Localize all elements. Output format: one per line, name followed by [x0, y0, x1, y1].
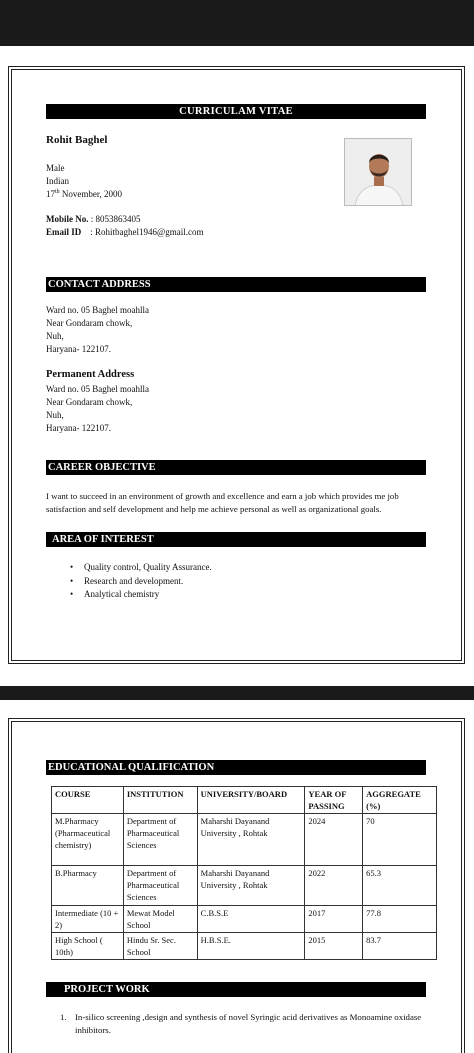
mobile-line: [46, 213, 141, 226]
column-header: COURSE: [52, 787, 124, 814]
page-separator-band: [0, 686, 474, 700]
profile-photo: [344, 138, 412, 206]
permanent-line: Near Gondaram chowk,: [46, 397, 133, 407]
gender: Male: [46, 163, 65, 173]
table-cell: 2022: [305, 866, 363, 906]
list-item: [60, 1011, 430, 1036]
table-header-row: [52, 787, 437, 814]
table-row: [52, 933, 437, 960]
person-photo-icon: [345, 139, 412, 206]
table-cell: 70: [363, 814, 437, 866]
date-of-birth: 17th November, 2000: [46, 189, 123, 199]
table-cell: Department of Pharmaceutical Sciences: [123, 814, 197, 866]
area-of-interest-heading: AREA OF INTEREST: [46, 532, 426, 547]
table-cell: Mewat Model School: [123, 906, 197, 933]
email-line: [46, 226, 204, 239]
candidate-name: Rohit Baghel: [46, 134, 108, 146]
permanent-address-heading: Permanent Address: [46, 369, 135, 380]
table-cell: Maharshi Dayanand University , Rohtak: [197, 866, 305, 906]
career-objective-heading: CAREER OBJECTIVE: [46, 460, 426, 475]
permanent-line: Ward no. 05 Baghel moahlla: [46, 384, 149, 394]
contact-address-heading: CONTACT ADDRESS: [46, 277, 426, 292]
contact-line: Near Gondaram chowk,: [46, 318, 133, 328]
table-cell: 2015: [305, 933, 363, 960]
contact-line: Nuh,: [46, 331, 64, 341]
educational-qualification-heading: EDUCATIONAL QUALIFICATION: [46, 760, 426, 775]
column-header: INSTITUTION: [123, 787, 197, 814]
table-cell: C.B.S.E: [197, 906, 305, 933]
list-item: • Research and development.: [70, 575, 212, 589]
table-cell: 2017: [305, 906, 363, 933]
table-cell: H.B.S.E.: [197, 933, 305, 960]
table-cell: Department of Pharmaceutical Sciences: [123, 866, 197, 906]
table-cell: M.Pharmacy (Pharmaceutical chemistry): [52, 814, 124, 866]
cv-title: CURRICULAM VITAE: [46, 104, 426, 119]
email-label: Email ID: [46, 227, 82, 237]
table-cell: Hindu Sr. Sec. School: [123, 933, 197, 960]
column-header: AGGREGATE (%): [363, 787, 437, 814]
project-list: [60, 1011, 430, 1036]
table-cell: 65.3: [363, 866, 437, 906]
table-cell: 83.7: [363, 933, 437, 960]
table-cell: 2024: [305, 814, 363, 866]
interest-list: [70, 561, 212, 602]
mobile-label: Mobile No.: [46, 214, 89, 224]
project-work-heading: PROJECT WORK: [46, 982, 426, 997]
list-item: • Quality control, Quality Assurance.: [70, 561, 212, 575]
table-cell: Intermediate (10 + 2): [52, 906, 124, 933]
table-cell: High School ( 10th): [52, 933, 124, 960]
table-cell: Maharshi Dayanand University , Rohtak: [197, 814, 305, 866]
contact-line: Ward no. 05 Baghel moahlla: [46, 305, 149, 315]
table-row: [52, 814, 437, 866]
top-dark-band: [0, 0, 474, 46]
table-cell: B.Pharmacy: [52, 866, 124, 906]
mobile-value: : 8053863405: [90, 214, 141, 224]
permanent-line: Nuh,: [46, 410, 64, 420]
column-header: YEAR OF PASSING: [305, 787, 363, 814]
list-item: • Analytical chemistry: [70, 588, 212, 602]
email-value: : Rohitbaghel1946@gmail.com: [90, 227, 204, 237]
table-row: [52, 866, 437, 906]
nationality: Indian: [46, 176, 69, 186]
education-table: [51, 786, 437, 960]
list-item-number: 1.: [60, 1012, 67, 1022]
permanent-line: Haryana- 122107.: [46, 423, 111, 433]
project-text: In-silico screening ,design and synthesis of novel Syringic acid derivatives as Monoamine oxidase inhibitors.: [75, 1012, 422, 1035]
career-objective-text: I want to succeed in an environment of growth and excellence and earn a job which provides me job satisfaction and self development and help me achieve personal as well as organizational goals.: [46, 491, 399, 514]
contact-line: Haryana- 122107.: [46, 344, 111, 354]
table-row: [52, 906, 437, 933]
table-cell: 77.8: [363, 906, 437, 933]
column-header: UNIVERSITY/BOARD: [197, 787, 305, 814]
